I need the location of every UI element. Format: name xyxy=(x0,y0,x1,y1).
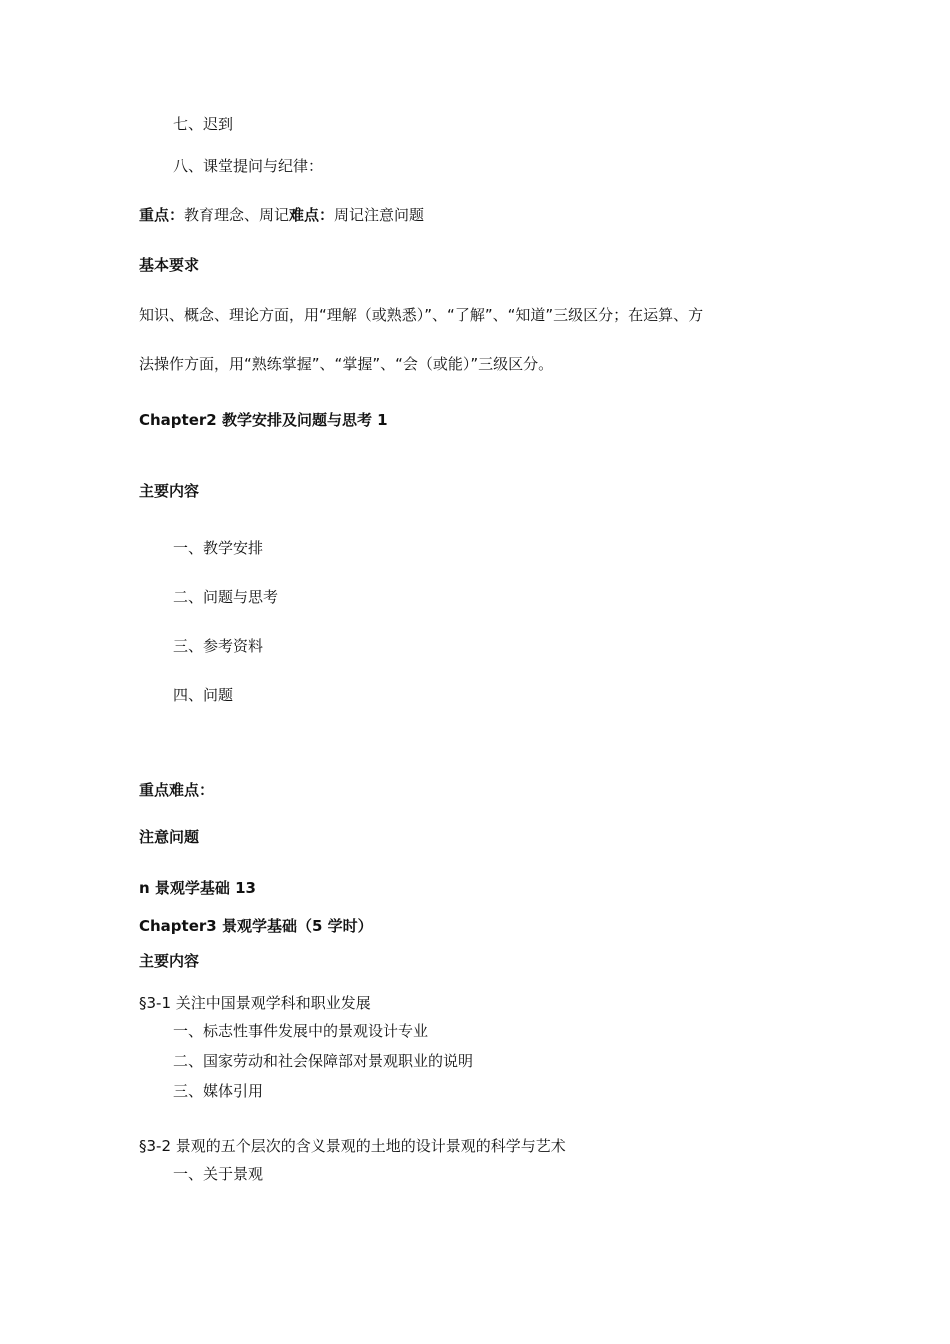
list-item: 一、关于景观 xyxy=(173,1165,264,1183)
key-point-text: 教育理念、周记 xyxy=(184,206,290,224)
basic-requirements-heading: 基本要求 xyxy=(139,256,200,274)
requirements-paragraph-line-1: 知识、概念、理论方面，用“理解（或熟悉）”、“了解”、“知道”三级区分；在运算、方 xyxy=(139,306,704,324)
toc-entry: n 景观学基础 13 xyxy=(139,879,256,897)
key-difficulties-heading: 重点难点： xyxy=(139,781,215,799)
list-item: 四、问题 xyxy=(173,686,234,704)
item-eight-discipline: 八、课堂提问与纪律： xyxy=(173,157,324,175)
attention-issues-heading: 注意问题 xyxy=(139,828,200,846)
main-content-heading: 主要内容 xyxy=(139,482,200,500)
list-item: 一、标志性事件发展中的景观设计专业 xyxy=(173,1022,429,1040)
list-item: 二、问题与思考 xyxy=(173,588,279,606)
key-point-label: 重点： xyxy=(139,206,185,224)
list-item: 一、教学安排 xyxy=(173,539,264,557)
chapter2-heading: Chapter2 教学安排及问题与思考 1 xyxy=(139,411,388,429)
list-item: 二、国家劳动和社会保障部对景观职业的说明 xyxy=(173,1052,474,1070)
list-item: 三、媒体引用 xyxy=(173,1082,264,1100)
section-3-1-title: §3-1 关注中国景观学科和职业发展 xyxy=(139,994,371,1012)
section-3-2-title: §3-2 景观的五个层次的含义景观的土地的设计景观的科学与艺术 xyxy=(139,1137,566,1155)
requirements-paragraph-line-2: 法操作方面，用“熟练掌握”、“掌握”、“会（或能）”三级区分。 xyxy=(139,355,554,373)
main-content-heading: 主要内容 xyxy=(139,952,200,970)
chapter3-heading: Chapter3 景观学基础（5 学时） xyxy=(139,917,373,935)
list-item: 三、参考资料 xyxy=(173,637,264,655)
difficulty-label: 难点： xyxy=(289,206,335,224)
key-points-line xyxy=(139,205,424,225)
difficulty-text: 周记注意问题 xyxy=(334,206,425,224)
item-seven-late: 七、迟到 xyxy=(173,115,234,133)
